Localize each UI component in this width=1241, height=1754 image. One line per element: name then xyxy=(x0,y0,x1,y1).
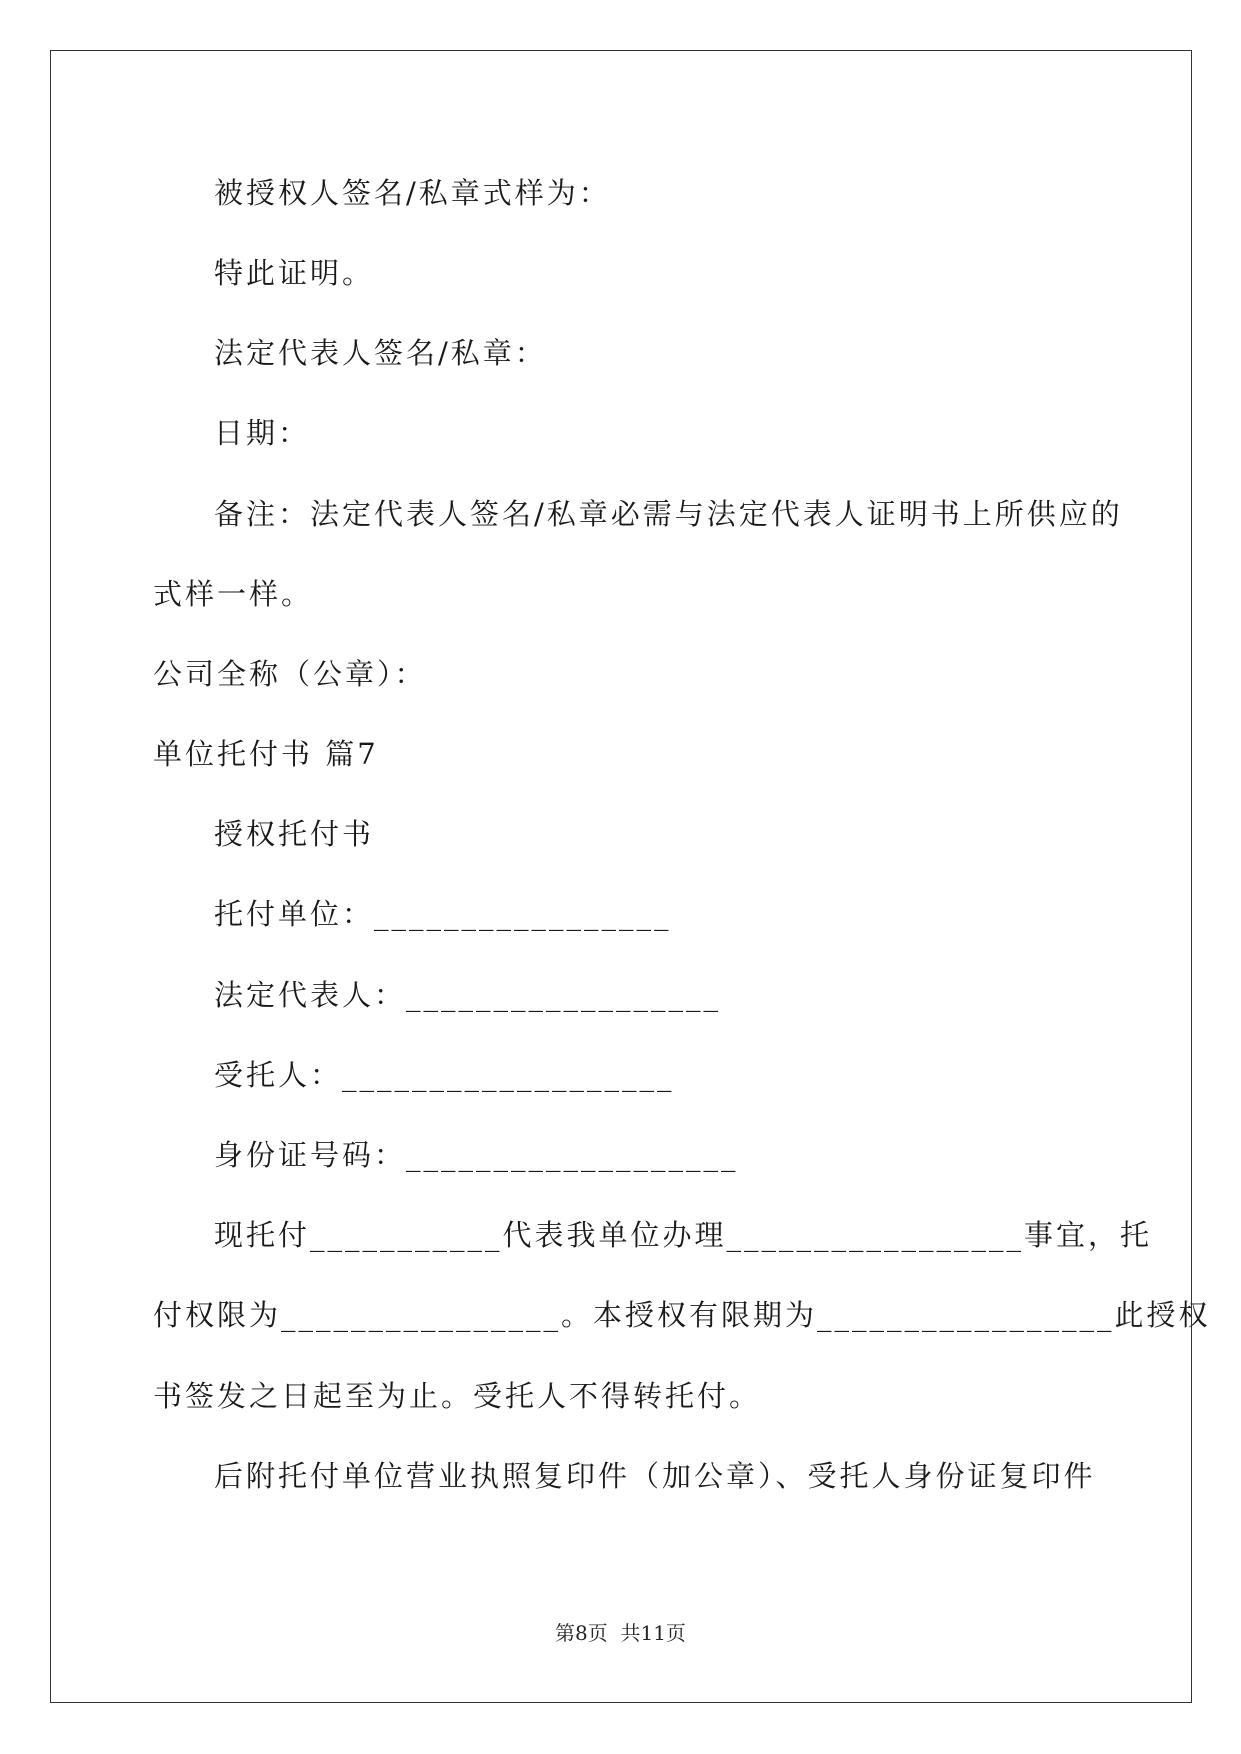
text-line: 身份证号码：___________________ xyxy=(214,1138,739,1172)
text-line: 备注：法定代表人签名/私章必需与法定代表人证明书上所供应的 xyxy=(214,497,1123,531)
text-line: 付权限为________________。本授权有限期为_________________此授权 xyxy=(153,1298,1211,1332)
section-heading: 单位托付书 篇7 xyxy=(153,737,379,771)
text-line: 日期： xyxy=(214,416,311,450)
text-line: 被授权人签名/私章式样为： xyxy=(214,176,611,210)
text-line: 书签发之日起至为止。受托人不得转托付。 xyxy=(153,1379,762,1413)
text-line: 后附托付单位营业执照复印件（加公章）、受托人身份证复印件 xyxy=(214,1459,1096,1493)
text-line: 现托付___________代表我单位办理_________________事宜，托 xyxy=(214,1218,1153,1252)
text-line: 法定代表人：__________________ xyxy=(214,978,722,1012)
text-line: 式样一样。 xyxy=(153,577,314,611)
text-line: 公司全称（公章）： xyxy=(153,657,427,691)
text-line: 特此证明。 xyxy=(214,256,375,290)
page-footer: 第8页 共11页 xyxy=(555,1621,686,1645)
text-line: 托付单位：_________________ xyxy=(214,897,672,931)
text-line: 法定代表人签名/私章： xyxy=(214,336,547,370)
text-line: 授权托付书 xyxy=(214,817,375,851)
text-line: 受托人：___________________ xyxy=(214,1058,675,1092)
